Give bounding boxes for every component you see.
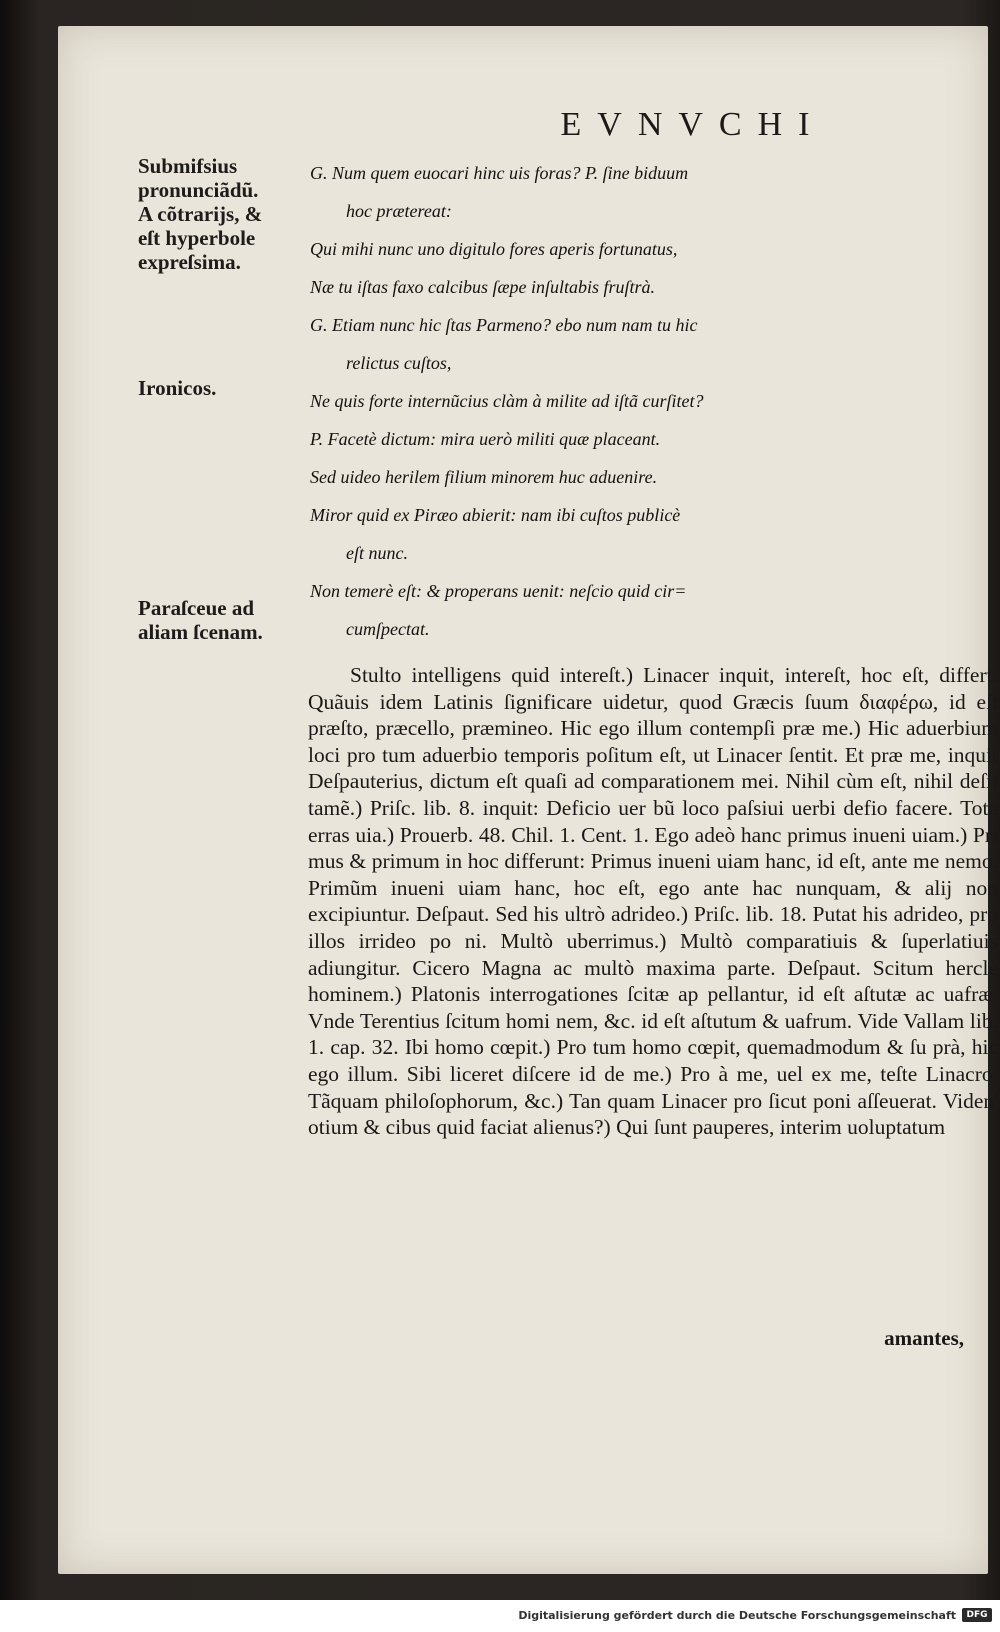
verse-line: G. Num quem euocari hinc uis foras? P. ſine biduum — [310, 163, 689, 183]
margin-note-line: eſt hyperbole — [138, 226, 256, 250]
margin-note-line: A cõtrarijs, & — [138, 202, 263, 226]
margin-note-1 — [138, 154, 262, 274]
verse-line: Qui mihi nunc uno digitulo fores aperis fortunatus, — [310, 239, 678, 259]
margin-note-line: Paraſceue ad — [138, 596, 255, 620]
verse-line: cumſpectat. — [346, 619, 430, 639]
commentary-block — [308, 662, 998, 1141]
running-head: EVNVCHI — [560, 106, 826, 143]
margin-note-line: pronunciãdũ. — [138, 178, 259, 202]
book-page — [58, 26, 998, 1574]
margin-note-3 — [138, 596, 263, 644]
verse-line: P. Facetè dictum: mira uerò militi quæ placeant. — [310, 429, 661, 449]
margin-note-line: expreſsima. — [138, 250, 241, 274]
commentary-paragraph: Stulto intelligens quid intereſt.) Linacer inquit, intereſt, hoc eſt, differt. Quãuis idem Latinis ſignificare uidetur, quod Græcis ſuum διαφέρω, id eſt præſto, præcello, præmineo. Hic ego illum contempſi præ me.) Hic aduerbium loci pro tum aduerbio temporis poſitum eſt, ut Linacer ſentit. Et præ me, inquit Deſpauterius, dictum eſt quaſi ad comparationem mei. Nihil cùm eſt, nihil deſit tamẽ.) Priſc. lib. 8. inquit: Deficio uer bũ loco paſsiui uerbi defio facere. Tota erras uia.) Prouerb. 48. Chil. 1. Cent. 1. Ego adeò hanc primus inueni uiam.) Pri mus & primum in hoc differunt: Primus inueni uiam hanc, id eſt, ante me nemo. Primũm inueni uiam hanc, hoc eſt, ego ante hac nunquam, & alij non excipiuntur. Deſpaut. Sed his ultrò adrideo.) Priſc. lib. 18. Putat his adrideo, pro illos irrideo po ni. Multò uberrimus.) Multò comparatiuis & ſuperlatiuis adiungitur. Cicero Magna ac multò maxima parte. Deſpaut. Scitum herclè hominem.) Platonis interrogationes ſcitæ ap pellantur, id eſt aſtutæ ac uafræ. Vnde Terentius ſcitum homi nem, &c. id eſt aſtutum & uafrum. Vide Vallam lib. 1. cap. 32. Ibi homo cœpit.) Pro tum homo cœpit, quemadmodum & ſu prà, hic ego illum. Sibi liceret diſcere id de me.) Pro à me, uel ex me, teſte Linacro. Tãquam philoſophorum, &c.) Tan quam Linacer pro ſicut poni aſſeuerat. Viden' otium & cibus quid faciat alienus?) Qui ſunt pauperes, interim uoluptatum — [308, 663, 998, 1140]
dfg-logo-icon: DFG — [962, 1608, 992, 1622]
verse-text — [310, 154, 990, 648]
verse-line: relictus cuſtos, — [346, 353, 452, 373]
verse-line: eſt nunc. — [346, 543, 408, 563]
margin-note-line: Submifsius — [138, 154, 238, 178]
verse-line: G. Etiam nunc hic ſtas Parmeno? ebo num nam tu hic — [310, 315, 698, 335]
verse-line: Non temerè eſt: & properans uenit: neſcio quid cir= — [310, 581, 687, 601]
verse-line: Ne quis forte internũcius clàm à milite ad iſtã curſitet? — [310, 391, 704, 411]
margin-note-line: Ironicos. — [138, 376, 217, 400]
catchword: amantes, — [884, 1326, 964, 1350]
digitization-footer — [0, 1600, 1000, 1632]
margin-note-2 — [138, 376, 216, 400]
verse-line: Miror quid ex Piræo abierit: nam ibi cuſtos publicè — [310, 505, 681, 525]
margin-note-line: aliam ſcenam. — [138, 620, 263, 644]
verse-line: hoc prætereat: — [346, 201, 452, 221]
verse-line: Sed uideo herilem filium minorem huc aduenire. — [310, 467, 658, 487]
verse-line: Næ tu iſtas faxo calcibus ſæpe inſultabis fruſtrà. — [310, 277, 656, 297]
footer-credit: Digitalisierung gefördert durch die Deutsche Forschungsgemeinschaft — [518, 1609, 956, 1622]
